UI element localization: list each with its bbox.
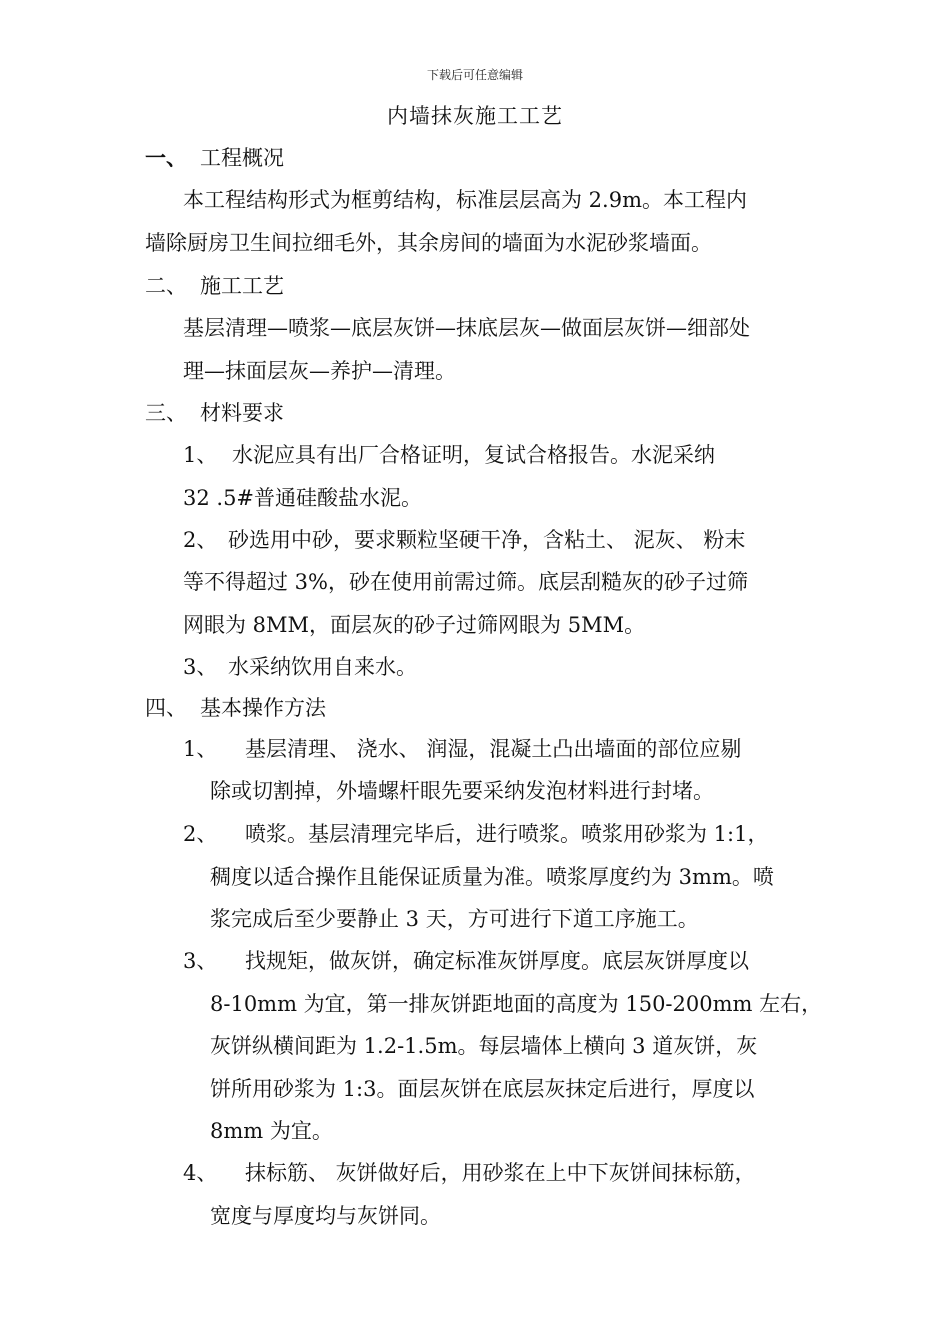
section-1-paragraph-line: 墙除厨房卫生间拉细毛外，其余房间的墙面为水泥砂浆墙面。 [145, 231, 712, 255]
section-3-number: 三、 [145, 401, 187, 425]
section-1-heading: 工程概况 [200, 146, 284, 170]
item-number: 2、 [183, 822, 218, 846]
item-line: 砂选用中砂，要求颗粒坚硬干净，含粘土、 泥灰、 粉末 [228, 528, 746, 552]
section-2-heading: 施工工艺 [200, 274, 284, 298]
document-title: 内墙抹灰施工工艺 [387, 104, 563, 128]
item-line: 灰饼纵横间距为 1.2-1.5m。每层墙体上横向 3 道灰饼，灰 [210, 1034, 758, 1058]
section-2-paragraph-line: 基层清理—喷浆—底层灰饼—抹底层灰—做面层灰饼—细部处 [183, 316, 750, 340]
item-number: 3、 [183, 949, 218, 973]
section-2-number: 二、 [145, 274, 187, 298]
item-number: 3、 [183, 655, 218, 679]
section-2-paragraph-line: 理—抹面层灰—养护—清理。 [183, 359, 456, 383]
section-1-paragraph-line: 本工程结构形式为框剪结构，标准层层高为 2.9m。本工程内 [183, 188, 747, 212]
item-line: 找规矩，做灰饼，确定标准灰饼厚度。底层灰饼厚度以 [245, 949, 749, 973]
item-line: 水泥应具有出厂合格证明，复试合格报告。水泥采纳 [232, 443, 715, 467]
section-4-heading: 基本操作方法 [200, 696, 326, 720]
item-line: 浆完成后至少要静止 3 天，方可进行下道工序施工。 [210, 907, 699, 931]
item-line: 饼所用砂浆为 1:3。面层灰饼在底层灰抹定后进行，厚度以 [210, 1077, 755, 1101]
section-3-heading: 材料要求 [200, 401, 284, 425]
item-line: 8mm 为宜。 [210, 1119, 333, 1143]
section-4-number: 四、 [145, 696, 187, 720]
item-number: 2、 [183, 528, 218, 552]
item-number: 4、 [183, 1161, 218, 1185]
item-line: 水采纳饮用自来水。 [228, 655, 417, 679]
item-line: 8-10mm 为宜，第一排灰饼距地面的高度为 150-200mm 左右， [210, 992, 823, 1016]
item-number: 1、 [183, 443, 218, 467]
item-line: 基层清理、 浇水、 润湿，混凝土凸出墙面的部位应剔 [245, 737, 742, 761]
item-number: 1、 [183, 737, 218, 761]
item-line: 宽度与厚度均与灰饼同。 [210, 1204, 441, 1228]
header-note: 下载后可任意编辑 [426, 68, 523, 82]
section-1-number: 一、 [145, 145, 187, 170]
item-line: 网眼为 8MM，面层灰的砂子过筛网眼为 5MM。 [183, 613, 646, 637]
item-line: 除或切割掉，外墙螺杆眼先要采纳发泡材料进行封堵。 [210, 779, 714, 803]
item-line: 等不得超过 3%，砂在使用前需过筛。底层刮糙灰的砂子过筛 [183, 570, 748, 594]
item-line: 32 .5#普通硅酸盐水泥。 [183, 486, 423, 510]
item-line: 抹标筋、 灰饼做好后，用砂浆在上中下灰饼间抹标筋， [245, 1161, 756, 1185]
item-line: 稠度以适合操作且能保证质量为准。喷浆厚度约为 3mm。喷 [210, 865, 774, 889]
item-line: 喷浆。基层清理完毕后，进行喷浆。喷浆用砂浆为 1:1， [245, 822, 769, 846]
